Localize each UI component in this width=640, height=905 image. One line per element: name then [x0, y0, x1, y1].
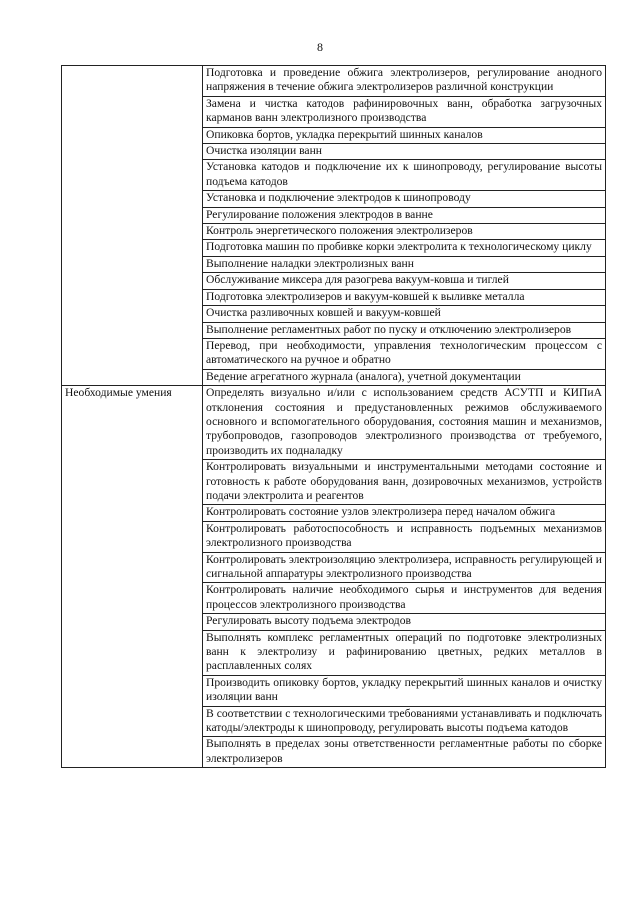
- section-label: Необходимые умения: [62, 386, 203, 768]
- table-cell-text: Подготовка и проведение обжига электролизеров, регулирование анодного напряжения в течение обжига электролизеров различной конструкции: [203, 66, 606, 97]
- table-cell-text: Очистка разливочных ковшей и вакуум-ковшей: [203, 306, 606, 322]
- table-cell-text: Перевод, при необходимости, управления технологическим процессом с автоматического на ручное и обратно: [203, 338, 606, 369]
- competency-table: [61, 65, 606, 768]
- table-cell-text: Определять визуально и/или с использованием средств АСУТП и КИПиА отклонения состояния и предустановленных режимов обслуживаемого основного и вспомогательного оборудования, состояния машин и механизмов, трубопроводов, газопроводов электролизного производства от требуемого, производить их подналадку: [203, 386, 606, 460]
- table-cell-text: Контролировать электроизоляцию электролизера, исправность регулирующей и сигнальной аппаратуры электролизного производства: [203, 552, 606, 583]
- table-cell-text: Производить опиковку бортов, укладку перекрытий шинных каналов и очистку изоляции ванн: [203, 675, 606, 706]
- table-cell-text: Замена и чистка катодов рафинировочных ванн, обработка загрузочных карманов ванн электролизного производства: [203, 96, 606, 127]
- table-cell-text: Регулирование положения электродов в ванне: [203, 207, 606, 223]
- table-cell-text: Выполнять в пределах зоны ответственности регламентные работы по сборке электролизеров: [203, 737, 606, 768]
- table-cell-text: Установка катодов и подключение их к шинопроводу, регулирование высоты подъема катодов: [203, 160, 606, 191]
- page-number: 8: [317, 40, 323, 54]
- table-cell-text: Контролировать работоспособность и исправность подъемных механизмов электролизного производства: [203, 521, 606, 552]
- table-cell-text: Выполнение наладки электролизных ванн: [203, 256, 606, 272]
- table-cell-text: В соответствии с технологическими требованиями устанавливать и подключать катоды/электроды к шинопроводу, регулировать высоты подъема катодов: [203, 706, 606, 737]
- table-cell-text: Контролировать состояние узлов электролизера перед началом обжига: [203, 505, 606, 521]
- table-cell-text: Выполнение регламентных работ по пуску и отключению электролизеров: [203, 322, 606, 338]
- table-cell-text: Ведение агрегатного журнала (аналога), учетной документации: [203, 369, 606, 385]
- section-label: [62, 66, 203, 386]
- table-cell-text: Регулировать высоту подъема электродов: [203, 614, 606, 630]
- table-cell-text: Выполнять комплекс регламентных операций по подготовке электролизных ванн к электролизу и рафинированию цветных, редких металлов в расплавленных солях: [203, 630, 606, 675]
- table-cell-text: Контроль энергетического положения электролизеров: [203, 224, 606, 240]
- table-row: [62, 386, 606, 460]
- table-row: [62, 66, 606, 97]
- table-cell-text: Подготовка машин по пробивке корки электролита к технологическому циклу: [203, 240, 606, 256]
- table-cell-text: Очистка изоляции ванн: [203, 144, 606, 160]
- table-cell-text: Подготовка электролизеров и вакуум-ковшей к выливке металла: [203, 289, 606, 305]
- table-cell-text: Опиковка бортов, укладка перекрытий шинных каналов: [203, 127, 606, 143]
- table-cell-text: Установка и подключение электродов к шинопроводу: [203, 191, 606, 207]
- table-cell-text: Обслуживание миксера для разогрева вакуум-ковша и тиглей: [203, 273, 606, 289]
- table-cell-text: Контролировать наличие необходимого сырья и инструментов для ведения процессов электролизного производства: [203, 583, 606, 614]
- competency-table-body: [62, 66, 606, 768]
- table-cell-text: Контролировать визуальными и инструментальными методами состояние и готовность к работе оборудования ванн, дозировочных механизмов, устройств подачи электролита и реагентов: [203, 460, 606, 505]
